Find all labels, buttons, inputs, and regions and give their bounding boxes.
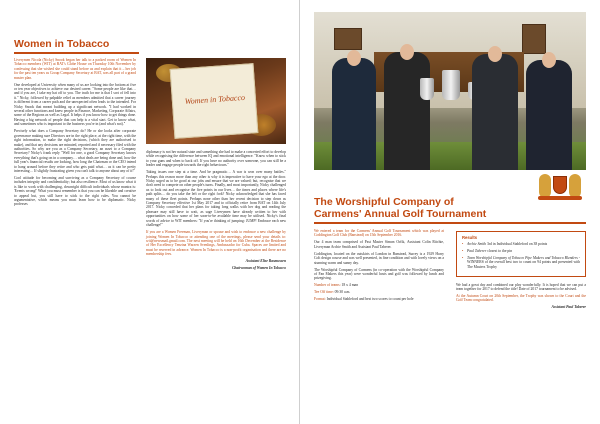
result-name: Paul Taberer <box>467 249 487 254</box>
book-cover <box>170 63 259 139</box>
team-member <box>526 60 572 170</box>
author-name: Assistant Elise Rasmussen <box>245 259 286 264</box>
result-name: Team Worshipful Company of Tobacco Pipe Makers and Tobacco Blenders <box>467 256 578 260</box>
list-item <box>462 242 580 246</box>
body-paragraph: One developed at University when many of us are looking into the bottom at five or ten year objectives to achieve our desired career. "Some people are like that… and if you are, I take my hat off to you. The truth for me is that I sort of fell into it." Nicky, followed by palpable relief as members admitted that a career journey is different from a career path and the unexpected often leads to the intended. For Nicky Snook that meant building up a significant network. "I had worked in several other functions and knew people in Finance, Marketing, Corporate Affairs, some of the Regions as well as Legal. It helps if you know how to get things done. Having a big network of people that can help is a vital start. Get to know what, and sometimes who is important to the business you're in (and what's not)." <box>14 82 136 127</box>
body-paragraph: Coddington, located on the outskirts of London in Banstead, Surrey is a 1929 Harry Colt design course and was well presented, in fine condition and with lovely views on a stunning warm and sunny day. <box>314 251 444 265</box>
wall-picture-frame <box>334 28 362 50</box>
result-text: - WINNERS of the overall best two to count on 94 points and presented with The Masters Trophy <box>467 256 580 269</box>
right-column-d <box>456 231 586 312</box>
body-paragraph: The Worshipful Company of Carmens (in co-operation with the Worshipful Company of Fan Makers this year) were wonderful hosts and golf was followed by lunch and prizegiving. <box>314 267 444 281</box>
body-paragraph: We had a great day and combined our play wonderfully. It is hoped that we can put a team together for 2017 to defend the title! Date of 2017 tournament to be advised. <box>456 282 586 292</box>
body-paragraph: Taking issues one step at a time. And be pragmatic… A war is won over many battles." Perhaps this reason more than any other is why it is imperative to have your ego at the door. Nicky urged us to be good at our jobs and ensure that we are valued; but, recognise that we don't need to compete on other people's turns. Finally, and most importantly, Nicky challenged us to look out and recognise the five points in our lives… the times and places where life's path splits… do you take the left or the right fork? Nicky acknowledged that she has faced many of these fleet points. Perhaps none other than her recent decision to step down as Company Secretary effective 1st May 2017 and to officially retire from BAT on 14th July 2017. Nicky conceded that her plans for taking long walks with her dog and reading the pleasure may still have to wait, as sage Liverymen have already written to her with opportunities on how some of her soon-to-be available time may be utilised. Nicky's final words of advice to WIT members: "If you're thinking of jumping: JUMP! Embrace each new challenge!" <box>146 170 286 228</box>
intro-paragraph: Liverymen Nicola (Nicky) Snook began her talk to a packed room of Women In Tobacco members (WIT) at BAT's Globe House on Thursday 10th November by confessing that she wished she could stand before us and explain that it – her job for the past ten years as Group Company Secretary at BAT, was all part of a grand master plan. <box>14 58 136 80</box>
title-line: The Worshipful Company of <box>314 196 454 208</box>
body-paragraph: Our 4 man team comprised of Past Master Simon Orfik, Assistant Colin Ritchie, Liveryman Archie Smith and Assistant Paul Taberer. <box>314 240 444 249</box>
left-column-b <box>146 150 286 273</box>
results-heading: Results <box>462 235 478 240</box>
golf-team-photo <box>314 12 586 170</box>
format-label: Number of teams: <box>314 283 341 288</box>
women-in-tobacco-book-photo <box>146 58 286 144</box>
format-row <box>314 290 444 294</box>
result-name: Archie Smith <box>467 242 487 247</box>
author-name: Assistant Paul Taberer <box>551 305 586 310</box>
title-divider <box>314 222 586 224</box>
book-cover-title: Women in Tobacco <box>184 92 246 107</box>
format-label: Format: <box>314 297 326 302</box>
body-paragraph: diplomacy is not her natural state and something she had to make a concerted effort to develop while recognising the difference between IQ and emotional intelligence. "Know when to stick to your guns and when to back off. If you have no authority over someone, you can still be a leader and engage people towards the right behaviours." <box>146 150 286 168</box>
intro-paragraph: We entered a team for the Carmens' Annual Golf Tournament which was played at Coddington Golf Club (Banstead) on 15th September 2016. <box>314 229 444 238</box>
results-list <box>462 242 580 269</box>
result-text: 3rd in Individual Stableford on 38 points <box>486 242 548 247</box>
format-value: Individual Stableford and best two scores to count per hole <box>326 297 414 302</box>
livery-crest-icon <box>534 172 586 202</box>
right-column-c <box>314 229 444 304</box>
body-paragraph: Cool attitude for becoming and surviving as a Company Secretary of course includes integrity and confidentiality; but also resilience. Most of us know what it is like to work with challenging, downright difficult individuals whose mantra is: 'Events wrong!' What you must remember is that you can be likeable and creative to appeal but, you still have to stick to the right rules. You cannot be argumentative, which means you must learn how to be diplomatic. Nicky professes <box>14 175 136 207</box>
team-member <box>472 54 518 170</box>
title-line: Carmens' Annual Golf Tournament <box>314 208 487 220</box>
list-item <box>462 249 580 253</box>
team-member <box>332 58 376 170</box>
format-row <box>314 297 444 301</box>
format-row <box>314 283 444 287</box>
right-page-title <box>314 196 530 220</box>
invitation-paragraph: If you are a Women Freeman, Liveryman or spouse and wish to embrace a new challenge by joining Women In Tobacco or attending one of the meetings, please send your details to: wit@newsmail.gmail.com. The next meeting will be held on 16th December at the Residence of Her Excellency Tenzina Warzen Svenlings, Ambassador for Cuba. Spaces are limited and must be reserved in advance. Women In Tobacco is a non-profit organisation and there are no membership fees. <box>146 230 286 257</box>
result-text: closest to the pin <box>487 249 513 254</box>
format-value: 18 x 4 man <box>341 283 359 288</box>
left-column-a <box>14 58 136 209</box>
left-page-title: Women in Tobacco <box>14 38 110 50</box>
format-value: 09:30 a.m. <box>334 290 351 295</box>
title-divider <box>14 52 139 54</box>
right-page <box>300 0 600 424</box>
wall-picture-frame <box>522 24 546 54</box>
body-paragraph: Precisely what does a Company Secretary do? He or she looks after corporate governance making sure Directors are in the right place, at the right time, with the right information, to make the right decisions, (which they are authorised to make), and that any decisions are minuted, reported and if necessary filed with the authorities. So why are you as a Company Secretary, an asset to a Company Secretary? Nicky's frank reply "Well for one, a good Company Secretary knows everything that's going on in a company… what deals are being done and, how the full year's financial results are looking, how long the Chairman or the CEO intend to hang around before they retire and who gets paid what… as it can be pretty interesting… If slightly frustrating given you can't talk to anyone about any of it!" <box>14 129 136 173</box>
author-role: Chairwoman of Women In Tobacco <box>231 266 286 271</box>
list-item <box>462 256 580 269</box>
format-label: Tee Off time: <box>314 290 334 295</box>
court-paragraph: At the Autumn Court on 20th September, the Trophy was shown to the Court and the Golf Team congratulated. <box>456 294 586 303</box>
results-box <box>456 231 586 277</box>
